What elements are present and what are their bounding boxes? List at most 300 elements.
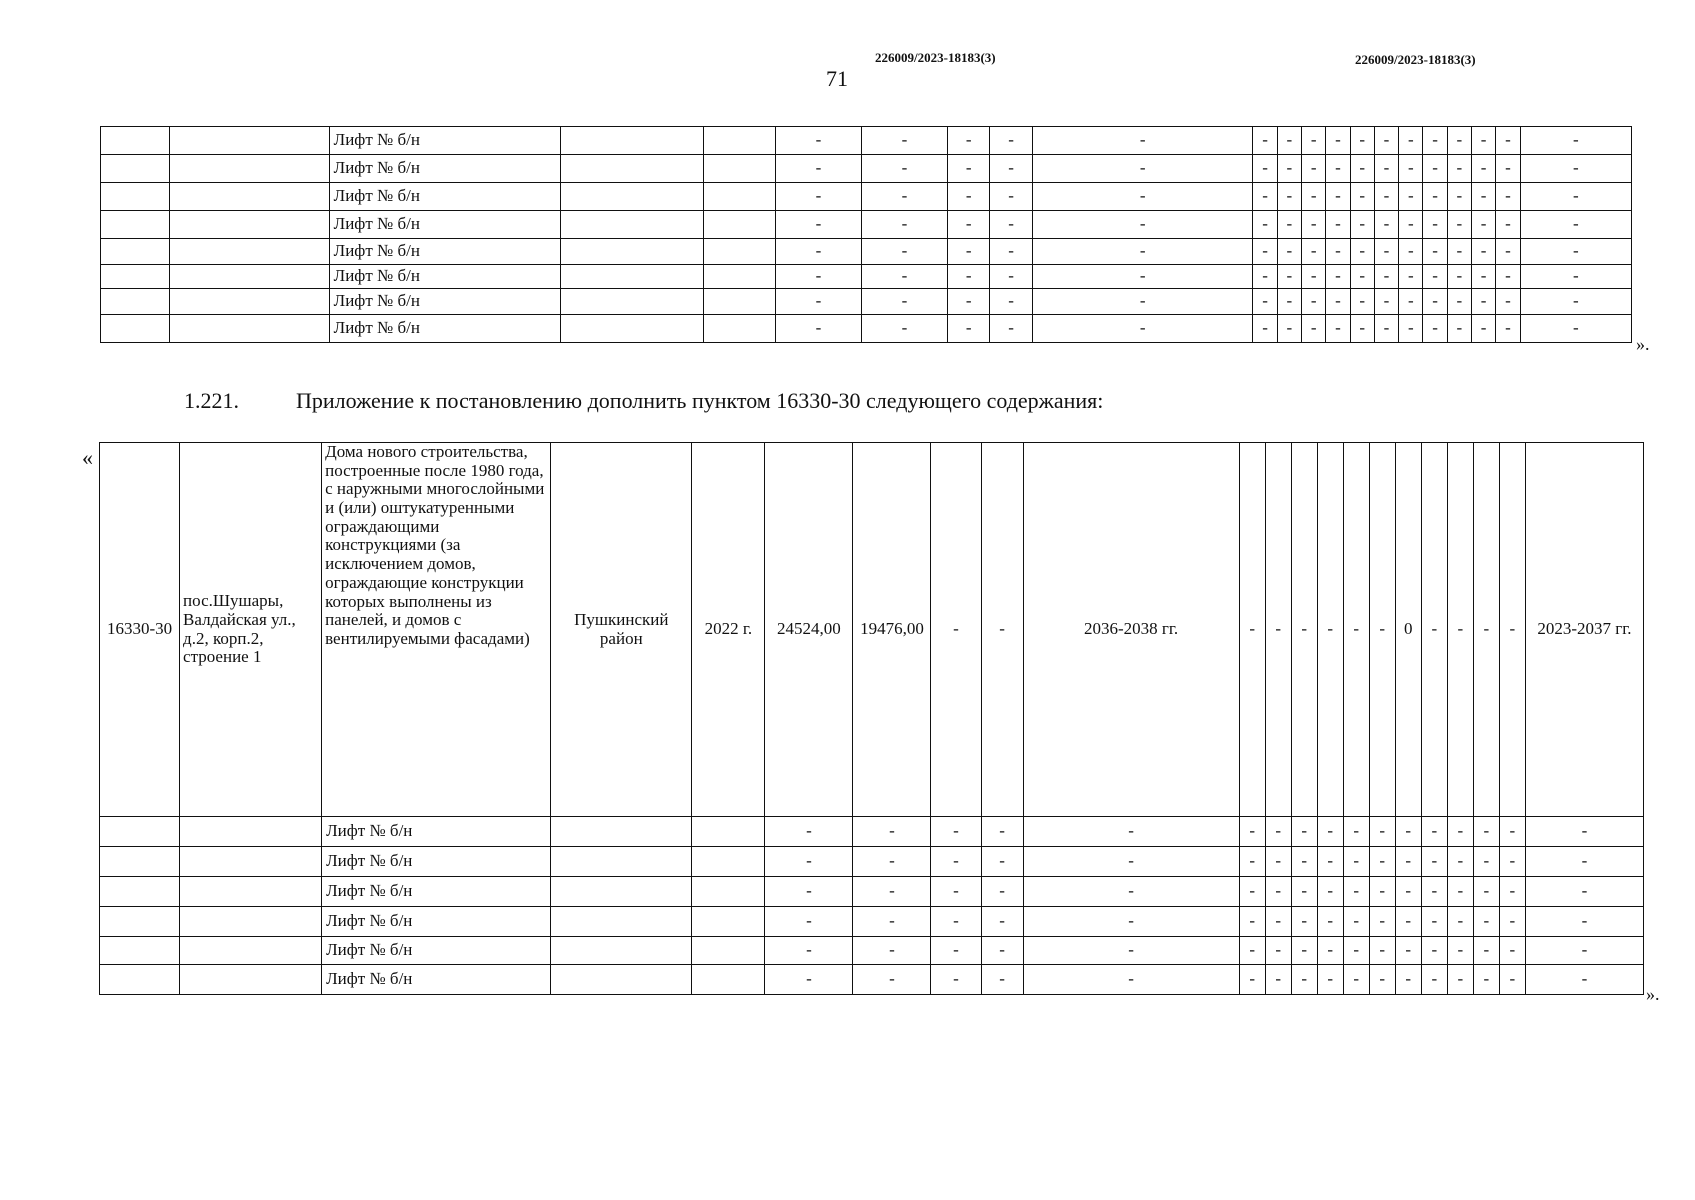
value-cell: - bbox=[1032, 315, 1253, 343]
small-cell: - bbox=[1302, 127, 1326, 155]
value-cell: - bbox=[853, 877, 931, 907]
empty-cell bbox=[551, 877, 692, 907]
value-cell: - bbox=[931, 877, 981, 907]
value-cell: - bbox=[990, 127, 1032, 155]
small-cell: - bbox=[1473, 877, 1499, 907]
small-cell: - bbox=[1343, 443, 1369, 817]
small-cell: - bbox=[1471, 127, 1495, 155]
small-cell: - bbox=[1399, 211, 1423, 239]
small-cell: - bbox=[1447, 937, 1473, 965]
small-cell: - bbox=[1423, 315, 1447, 343]
small-cell: - bbox=[1277, 315, 1301, 343]
small-cell: - bbox=[1399, 315, 1423, 343]
value-cell: - bbox=[765, 877, 853, 907]
empty-cell bbox=[101, 265, 170, 289]
value-cell: - bbox=[1525, 877, 1643, 907]
small-cell: - bbox=[1447, 817, 1473, 847]
empty-cell bbox=[704, 127, 776, 155]
empty-cell bbox=[551, 937, 692, 965]
small-cell: - bbox=[1302, 183, 1326, 211]
small-cell: - bbox=[1343, 847, 1369, 877]
value-cell: - bbox=[775, 315, 861, 343]
value-cell: - bbox=[1023, 877, 1239, 907]
small-cell: - bbox=[1473, 937, 1499, 965]
small-cell: - bbox=[1277, 155, 1301, 183]
lift-name: Лифт № б/н bbox=[322, 817, 551, 847]
small-cell: - bbox=[1496, 239, 1520, 265]
small-cell: - bbox=[1447, 847, 1473, 877]
small-cell: - bbox=[1421, 965, 1447, 995]
lift-name: Лифт № б/н bbox=[329, 211, 561, 239]
small-cell: - bbox=[1291, 847, 1317, 877]
empty-cell bbox=[180, 937, 322, 965]
table-row bbox=[101, 239, 1632, 265]
empty-cell bbox=[561, 289, 704, 315]
small-cell: - bbox=[1395, 847, 1421, 877]
small-cell: - bbox=[1447, 239, 1471, 265]
small-cell: - bbox=[1326, 127, 1350, 155]
small-cell: - bbox=[1326, 155, 1350, 183]
table-row-main bbox=[100, 443, 1644, 817]
small-cell: - bbox=[1265, 817, 1291, 847]
empty-cell bbox=[180, 907, 322, 937]
closing-quote: ». bbox=[1636, 334, 1650, 354]
value-cell: - bbox=[775, 155, 861, 183]
small-cell: - bbox=[1326, 239, 1350, 265]
small-cell: - bbox=[1447, 183, 1471, 211]
small-cell: - bbox=[1496, 127, 1520, 155]
small-cell: - bbox=[1265, 877, 1291, 907]
value-cell: - bbox=[1032, 239, 1253, 265]
value-cell: - bbox=[853, 817, 931, 847]
small-cell: - bbox=[1350, 211, 1374, 239]
value-cell: - bbox=[861, 183, 947, 211]
value-cell: - bbox=[1520, 155, 1631, 183]
small-cell: - bbox=[1421, 847, 1447, 877]
empty-cell bbox=[169, 127, 329, 155]
empty-cell bbox=[692, 877, 765, 907]
small-cell: - bbox=[1239, 937, 1265, 965]
table-body bbox=[101, 127, 1632, 343]
small-cell: - bbox=[1471, 315, 1495, 343]
empty-cell bbox=[704, 183, 776, 211]
value-cell: - bbox=[947, 183, 989, 211]
empty-cell bbox=[180, 965, 322, 995]
value-cell: - bbox=[947, 127, 989, 155]
small-cell: - bbox=[1374, 289, 1398, 315]
small-cell: - bbox=[1423, 183, 1447, 211]
document-number-left: 226009/2023-18183(3) bbox=[875, 50, 996, 65]
table-row bbox=[100, 937, 1644, 965]
small-cell: - bbox=[1399, 155, 1423, 183]
lift-name: Лифт № б/н bbox=[322, 877, 551, 907]
small-cell: - bbox=[1374, 239, 1398, 265]
lift-name: Лифт № б/н bbox=[329, 239, 561, 265]
empty-cell bbox=[100, 965, 180, 995]
empty-cell bbox=[101, 155, 170, 183]
empty-cell bbox=[101, 315, 170, 343]
small-cell: - bbox=[1253, 127, 1277, 155]
object-address: пос.Шушары, Валдайская ул., д.2, корп.2, строение 1 bbox=[180, 443, 322, 817]
value-cell: - bbox=[931, 817, 981, 847]
empty-cell bbox=[551, 847, 692, 877]
empty-cell bbox=[692, 965, 765, 995]
small-cell: - bbox=[1350, 289, 1374, 315]
empty-cell bbox=[561, 183, 704, 211]
object-year: 2022 г. bbox=[692, 443, 765, 817]
empty-cell bbox=[169, 289, 329, 315]
small-cell: - bbox=[1317, 965, 1343, 995]
small-cell: - bbox=[1423, 239, 1447, 265]
small-cell: - bbox=[1496, 265, 1520, 289]
small-cell: - bbox=[1317, 817, 1343, 847]
value-cell: - bbox=[861, 127, 947, 155]
small-cell: - bbox=[1473, 965, 1499, 995]
small-cell: - bbox=[1277, 289, 1301, 315]
small-cell: - bbox=[1423, 155, 1447, 183]
small-cell: - bbox=[1291, 965, 1317, 995]
small-cell: - bbox=[1473, 907, 1499, 937]
small-cell: - bbox=[1253, 239, 1277, 265]
small-cell: - bbox=[1343, 937, 1369, 965]
empty-cell bbox=[704, 155, 776, 183]
table-row bbox=[100, 907, 1644, 937]
value-cell: - bbox=[853, 907, 931, 937]
small-cell: - bbox=[1395, 877, 1421, 907]
value-cell: - bbox=[947, 239, 989, 265]
small-cell: - bbox=[1374, 127, 1398, 155]
value-cell: - bbox=[981, 965, 1023, 995]
small-cell: - bbox=[1291, 877, 1317, 907]
table-row bbox=[100, 817, 1644, 847]
small-cell: - bbox=[1369, 907, 1395, 937]
small-cell: - bbox=[1395, 965, 1421, 995]
table-body bbox=[100, 443, 1644, 995]
small-cell: - bbox=[1447, 907, 1473, 937]
small-cell: - bbox=[1317, 937, 1343, 965]
small-cell: - bbox=[1447, 155, 1471, 183]
value-cell: - bbox=[947, 289, 989, 315]
empty-cell bbox=[561, 315, 704, 343]
opening-quote: « bbox=[82, 445, 93, 470]
small-cell: - bbox=[1399, 289, 1423, 315]
small-cell: - bbox=[1374, 315, 1398, 343]
table-row bbox=[100, 877, 1644, 907]
table-row bbox=[101, 211, 1632, 239]
empty-cell bbox=[100, 937, 180, 965]
value-cell: - bbox=[861, 265, 947, 289]
value-cell: - bbox=[861, 211, 947, 239]
small-cell: - bbox=[1343, 907, 1369, 937]
small-cell: - bbox=[1369, 965, 1395, 995]
paragraph-text: Приложение к постановлению дополнить пунктом 16330-30 следующего содержания: bbox=[296, 388, 1104, 413]
value-cell: - bbox=[1525, 907, 1643, 937]
small-cell: - bbox=[1499, 877, 1525, 907]
small-cell: - bbox=[1399, 265, 1423, 289]
small-cell: - bbox=[1265, 443, 1291, 817]
small-cell: - bbox=[1350, 265, 1374, 289]
value-cell: - bbox=[1525, 817, 1643, 847]
empty-cell bbox=[551, 817, 692, 847]
table-row bbox=[101, 155, 1632, 183]
value-cell: - bbox=[981, 817, 1023, 847]
object-district: Пушкинский район bbox=[551, 443, 692, 817]
empty-cell bbox=[551, 965, 692, 995]
small-cell: - bbox=[1447, 127, 1471, 155]
lift-name: Лифт № б/н bbox=[329, 265, 561, 289]
small-cell: - bbox=[1326, 265, 1350, 289]
small-cell: - bbox=[1374, 155, 1398, 183]
small-cell: - bbox=[1253, 265, 1277, 289]
small-cell: - bbox=[1317, 907, 1343, 937]
table-row bbox=[101, 265, 1632, 289]
empty-cell bbox=[100, 847, 180, 877]
small-cell: - bbox=[1499, 965, 1525, 995]
value-cell: - bbox=[765, 847, 853, 877]
small-cell: - bbox=[1496, 211, 1520, 239]
value-cell: - bbox=[1520, 315, 1631, 343]
small-cell: - bbox=[1499, 937, 1525, 965]
small-cell: - bbox=[1369, 817, 1395, 847]
value-cell: - bbox=[1032, 211, 1253, 239]
small-cell: - bbox=[1447, 965, 1473, 995]
small-cell: - bbox=[1471, 239, 1495, 265]
empty-cell bbox=[100, 877, 180, 907]
empty-cell bbox=[692, 817, 765, 847]
value-cell: - bbox=[775, 127, 861, 155]
lift-name: Лифт № б/н bbox=[322, 965, 551, 995]
value-cell: - bbox=[990, 289, 1032, 315]
small-cell: - bbox=[1473, 443, 1499, 817]
empty-cell bbox=[169, 239, 329, 265]
table-new-item bbox=[99, 442, 1644, 995]
value-cell: - bbox=[765, 937, 853, 965]
small-cell: - bbox=[1395, 937, 1421, 965]
small-cell: - bbox=[1496, 289, 1520, 315]
empty-cell bbox=[561, 265, 704, 289]
document-number-right: 226009/2023-18183(3) bbox=[1355, 52, 1476, 67]
small-cell: - bbox=[1302, 239, 1326, 265]
small-cell: - bbox=[1423, 289, 1447, 315]
paragraph-number: 1.221. bbox=[184, 388, 239, 413]
small-cell: - bbox=[1343, 965, 1369, 995]
value-cell: - bbox=[1032, 183, 1253, 211]
value-cell: - bbox=[1023, 817, 1239, 847]
value-cell: - bbox=[981, 937, 1023, 965]
small-cell: - bbox=[1239, 877, 1265, 907]
value-cell: - bbox=[775, 265, 861, 289]
small-cell: - bbox=[1473, 817, 1499, 847]
lift-name: Лифт № б/н bbox=[329, 155, 561, 183]
small-cell: - bbox=[1239, 817, 1265, 847]
value-cell: - bbox=[1023, 847, 1239, 877]
table-continuation bbox=[100, 126, 1632, 343]
small-cell: - bbox=[1421, 817, 1447, 847]
small-cell: - bbox=[1499, 817, 1525, 847]
small-cell: - bbox=[1447, 265, 1471, 289]
value-cell: - bbox=[1525, 847, 1643, 877]
value-cell: - bbox=[981, 847, 1023, 877]
empty-cell bbox=[704, 315, 776, 343]
small-cell: - bbox=[1350, 183, 1374, 211]
empty-cell bbox=[561, 239, 704, 265]
small-cell: - bbox=[1374, 183, 1398, 211]
empty-cell bbox=[561, 127, 704, 155]
empty-cell bbox=[169, 183, 329, 211]
small-cell: - bbox=[1473, 847, 1499, 877]
value-cell: - bbox=[861, 239, 947, 265]
small-cell: - bbox=[1421, 443, 1447, 817]
value-cell: - bbox=[765, 907, 853, 937]
small-cell: - bbox=[1326, 211, 1350, 239]
empty-cell bbox=[169, 315, 329, 343]
small-cell: - bbox=[1395, 907, 1421, 937]
small-cell: - bbox=[1239, 847, 1265, 877]
small-cell: - bbox=[1265, 847, 1291, 877]
small-cell: - bbox=[1421, 877, 1447, 907]
value-cell: - bbox=[981, 877, 1023, 907]
small-cell: - bbox=[1302, 211, 1326, 239]
value-cell: - bbox=[931, 937, 981, 965]
empty-cell bbox=[561, 155, 704, 183]
small-cell: - bbox=[1423, 265, 1447, 289]
object-cell-7: - bbox=[931, 443, 981, 817]
small-cell: - bbox=[1447, 877, 1473, 907]
small-cell: - bbox=[1277, 183, 1301, 211]
empty-cell bbox=[704, 239, 776, 265]
small-cell: - bbox=[1302, 155, 1326, 183]
small-cell: - bbox=[1253, 289, 1277, 315]
small-cell: - bbox=[1471, 183, 1495, 211]
value-cell: - bbox=[1023, 937, 1239, 965]
empty-cell bbox=[692, 907, 765, 937]
value-cell: - bbox=[1520, 127, 1631, 155]
small-cell: - bbox=[1350, 315, 1374, 343]
value-cell: - bbox=[853, 937, 931, 965]
lift-name: Лифт № б/н bbox=[329, 127, 561, 155]
small-cell: - bbox=[1499, 907, 1525, 937]
value-cell: - bbox=[853, 847, 931, 877]
lift-name: Лифт № б/н bbox=[329, 289, 561, 315]
small-cell: - bbox=[1326, 315, 1350, 343]
table-row bbox=[100, 847, 1644, 877]
small-cell: - bbox=[1302, 315, 1326, 343]
small-cell: - bbox=[1239, 443, 1265, 817]
small-cell: - bbox=[1277, 265, 1301, 289]
value-cell: - bbox=[1520, 211, 1631, 239]
value-cell: - bbox=[990, 315, 1032, 343]
small-cell: - bbox=[1265, 937, 1291, 965]
value-cell: - bbox=[775, 183, 861, 211]
value-cell: - bbox=[1525, 937, 1643, 965]
small-cell: - bbox=[1369, 937, 1395, 965]
value-cell: - bbox=[861, 315, 947, 343]
small-cell: - bbox=[1496, 315, 1520, 343]
value-cell: - bbox=[990, 211, 1032, 239]
value-cell: - bbox=[1032, 289, 1253, 315]
lift-name: Лифт № б/н bbox=[322, 907, 551, 937]
small-cell: - bbox=[1496, 155, 1520, 183]
small-cell: - bbox=[1369, 877, 1395, 907]
value-cell: - bbox=[1520, 239, 1631, 265]
small-cell: - bbox=[1317, 877, 1343, 907]
empty-cell bbox=[551, 907, 692, 937]
page-number: 71 bbox=[826, 66, 848, 91]
small-cell: - bbox=[1291, 937, 1317, 965]
small-cell: - bbox=[1447, 315, 1471, 343]
empty-cell bbox=[100, 817, 180, 847]
small-cell: - bbox=[1499, 443, 1525, 817]
small-cell: - bbox=[1291, 817, 1317, 847]
small-cell: - bbox=[1421, 907, 1447, 937]
small-cell: - bbox=[1291, 907, 1317, 937]
object-period: 2036-2038 гг. bbox=[1023, 443, 1239, 817]
small-cell: 0 bbox=[1395, 443, 1421, 817]
value-cell: - bbox=[947, 155, 989, 183]
empty-cell bbox=[101, 127, 170, 155]
object-area-living: 19476,00 bbox=[853, 443, 931, 817]
value-cell: - bbox=[1520, 289, 1631, 315]
small-cell: - bbox=[1447, 211, 1471, 239]
small-cell: - bbox=[1471, 289, 1495, 315]
small-cell: - bbox=[1265, 907, 1291, 937]
object-work-period: 2023-2037 гг. bbox=[1525, 443, 1643, 817]
small-cell: - bbox=[1317, 443, 1343, 817]
empty-cell bbox=[692, 937, 765, 965]
value-cell: - bbox=[861, 155, 947, 183]
value-cell: - bbox=[1023, 907, 1239, 937]
empty-cell bbox=[101, 211, 170, 239]
value-cell: - bbox=[1520, 265, 1631, 289]
value-cell: - bbox=[1023, 965, 1239, 995]
small-cell: - bbox=[1302, 265, 1326, 289]
small-cell: - bbox=[1350, 127, 1374, 155]
table-row bbox=[100, 965, 1644, 995]
small-cell: - bbox=[1277, 127, 1301, 155]
small-cell: - bbox=[1343, 877, 1369, 907]
table-row bbox=[101, 127, 1632, 155]
lift-name: Лифт № б/н bbox=[329, 315, 561, 343]
small-cell: - bbox=[1423, 211, 1447, 239]
value-cell: - bbox=[765, 817, 853, 847]
small-cell: - bbox=[1423, 127, 1447, 155]
small-cell: - bbox=[1317, 847, 1343, 877]
value-cell: - bbox=[1032, 265, 1253, 289]
small-cell: - bbox=[1421, 937, 1447, 965]
small-cell: - bbox=[1239, 907, 1265, 937]
value-cell: - bbox=[1032, 155, 1253, 183]
small-cell: - bbox=[1253, 315, 1277, 343]
small-cell: - bbox=[1395, 817, 1421, 847]
small-cell: - bbox=[1326, 183, 1350, 211]
empty-cell bbox=[704, 265, 776, 289]
small-cell: - bbox=[1496, 183, 1520, 211]
empty-cell bbox=[704, 289, 776, 315]
lift-name: Лифт № б/н bbox=[322, 937, 551, 965]
empty-cell bbox=[169, 155, 329, 183]
value-cell: - bbox=[931, 965, 981, 995]
value-cell: - bbox=[990, 183, 1032, 211]
table-row bbox=[101, 183, 1632, 211]
small-cell: - bbox=[1253, 183, 1277, 211]
small-cell: - bbox=[1369, 443, 1395, 817]
small-cell: - bbox=[1343, 817, 1369, 847]
value-cell: - bbox=[947, 211, 989, 239]
empty-cell bbox=[101, 289, 170, 315]
lift-name: Лифт № б/н bbox=[322, 847, 551, 877]
object-description: Дома нового строительства, построенные после 1980 года, с наружными многослойными и (или) оштукатуренными ограждающими конструкциями (за исключением домов, ограждающие конструкции которых выполнены из панелей, и домов с вентилируемыми фасадами) bbox=[322, 443, 551, 817]
small-cell: - bbox=[1326, 289, 1350, 315]
